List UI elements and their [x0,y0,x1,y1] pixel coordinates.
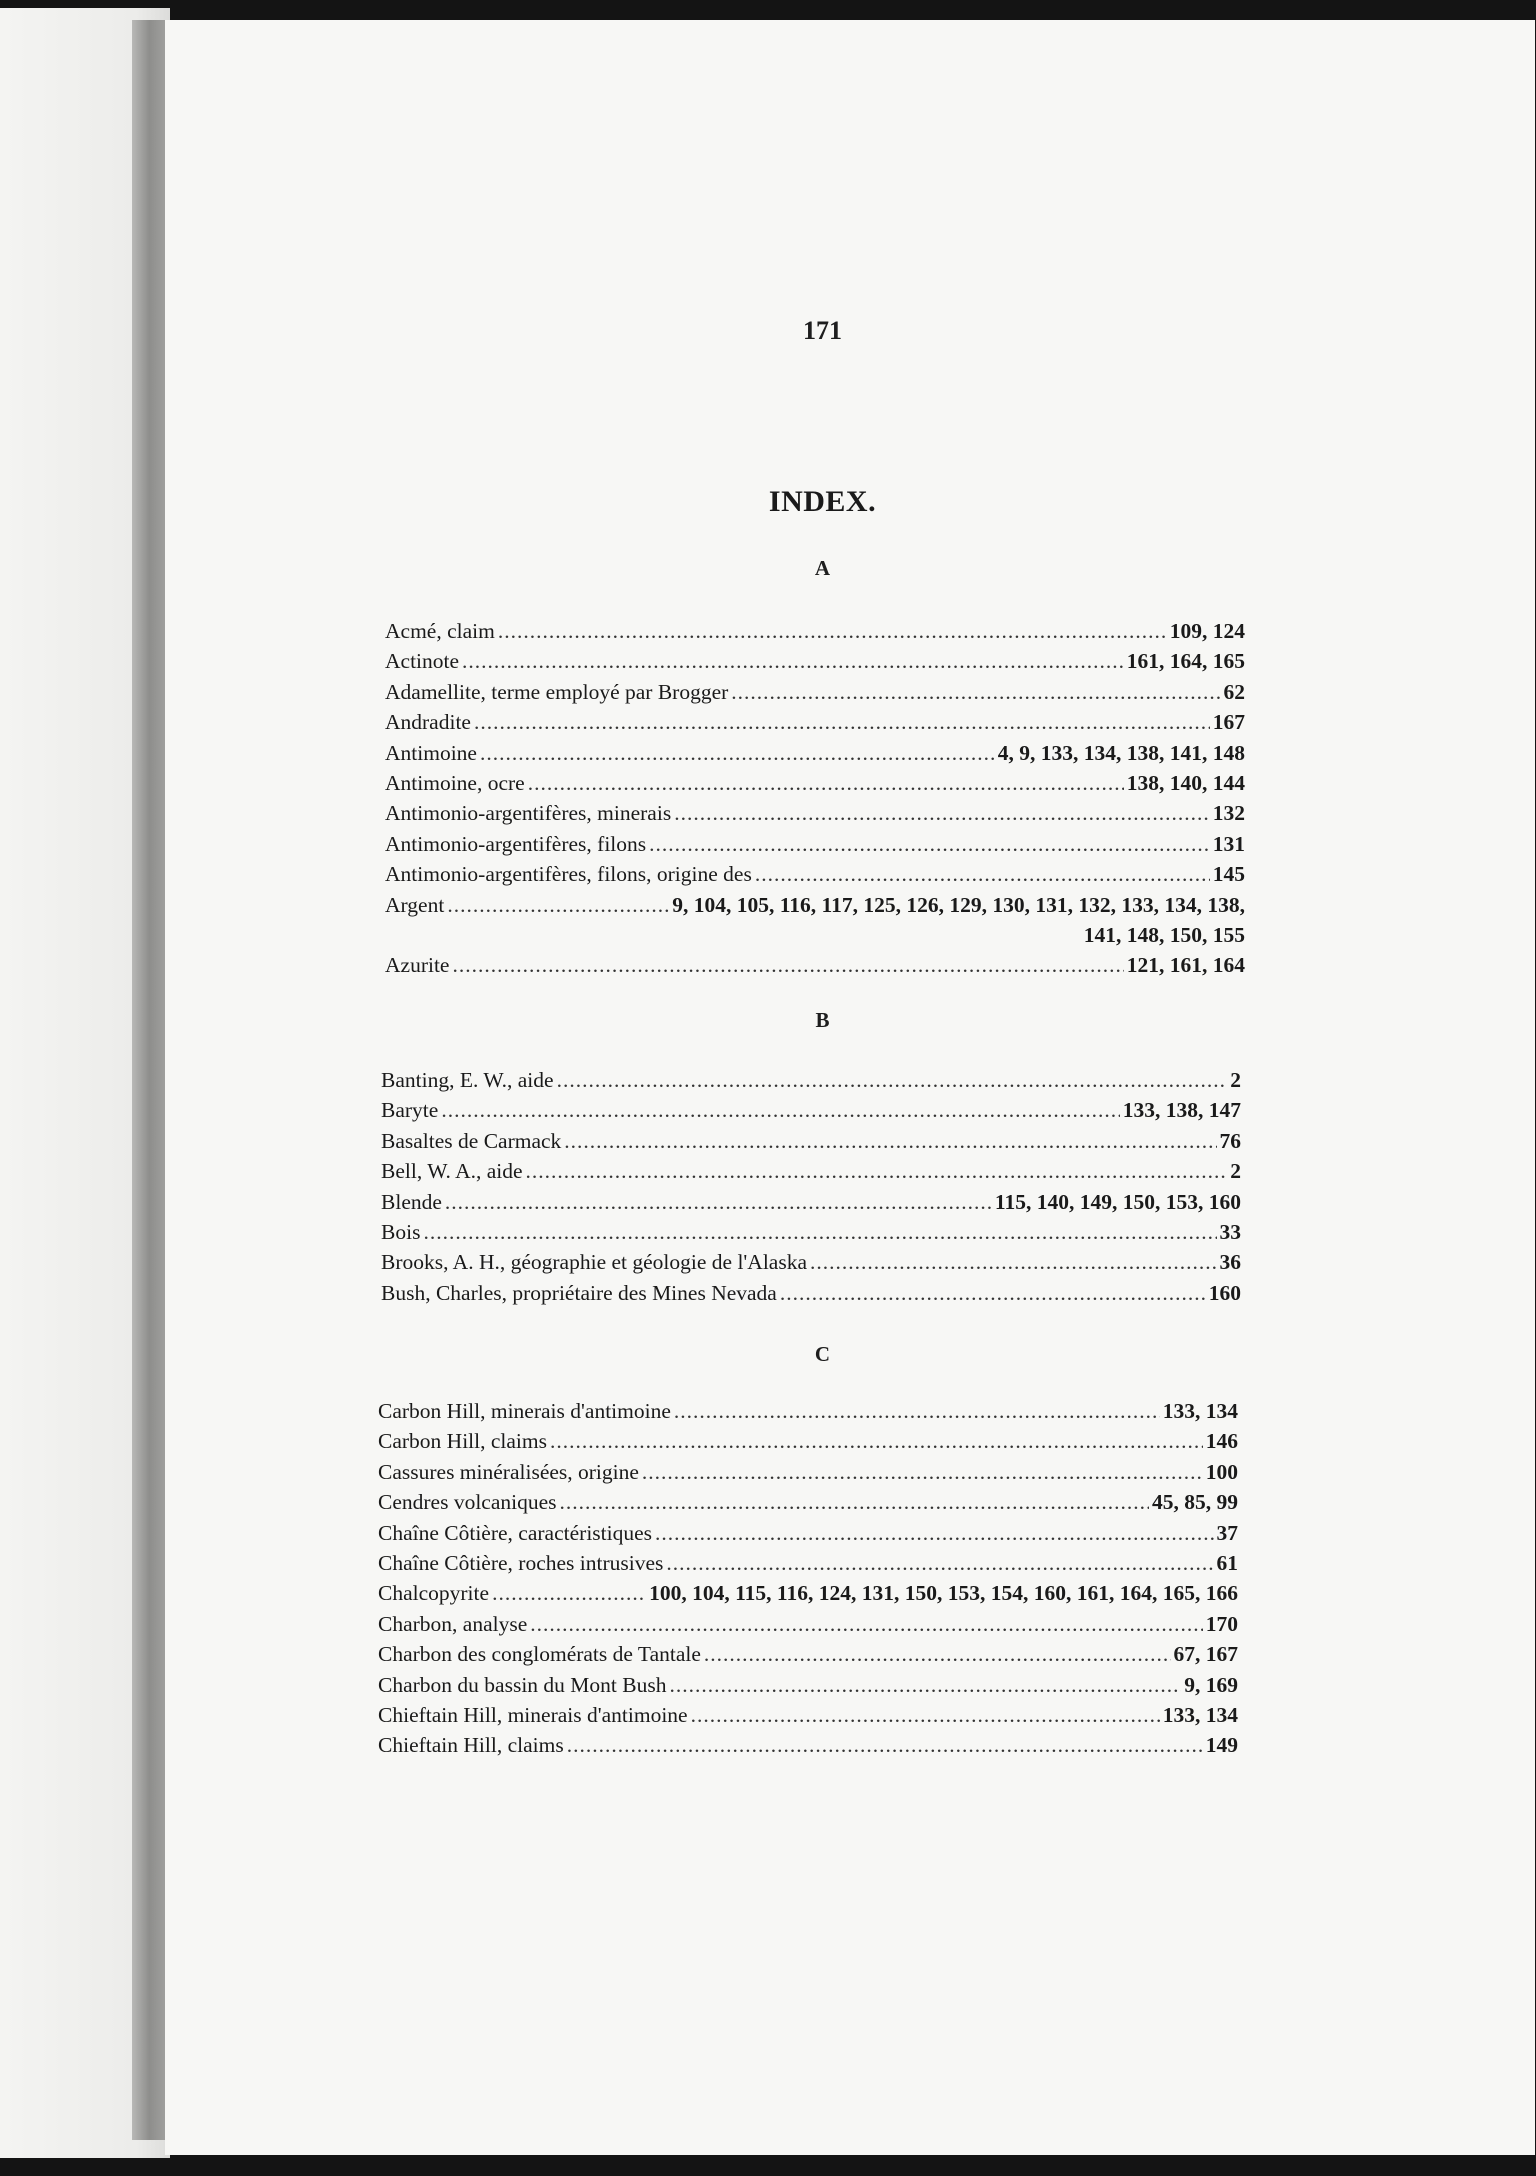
entry-term: Adamellite, terme employé par Brogger [385,679,729,704]
index-entry [385,798,1245,828]
dot-leader [674,798,1210,828]
entry-pages: 33 [1219,1220,1241,1245]
dot-leader [669,1670,1181,1700]
dot-leader [810,1247,1216,1277]
entry-term: Chaîne Côtière, roches intrusives [378,1551,664,1576]
index-entry [385,646,1245,676]
entry-term: Antimoine [385,740,477,765]
entry-pages: 45, 85, 99 [1152,1490,1238,1515]
entry-pages: 133, 134 [1162,1703,1238,1728]
dot-leader [666,1548,1213,1578]
section-letter-a: A [814,556,831,580]
dot-leader [474,707,1210,737]
entry-term: Bois [381,1220,421,1245]
entry-pages: 170 [1205,1611,1238,1636]
entry-pages: 4, 9, 133, 134, 138, 141, 148 [997,740,1245,765]
index-entry [378,1518,1238,1548]
dot-leader [528,768,1124,798]
entry-term: Basaltes de Carmack [381,1128,562,1153]
dot-leader [780,1278,1206,1308]
entry-pages: 115, 140, 149, 150, 153, 160 [994,1189,1241,1214]
entry-pages: 9, 169 [1184,1672,1238,1697]
entry-pages: 133, 134 [1162,1399,1238,1423]
dot-leader [445,1187,992,1217]
entry-term: Charbon des conglomérats de Tantale [378,1642,701,1667]
entry-term: Cassures minéralisées, origine [378,1459,639,1484]
entry-pages-continuation: 141, 148, 150, 155 [1083,923,1245,948]
index-entry [378,1578,1238,1608]
entry-term: Antimonio-argentifères, filons [385,831,647,856]
entry-pages: 2 [1230,1159,1241,1184]
entry-term: Charbon du bassin du Mont Bush [378,1672,667,1697]
entry-term: Argent [385,892,445,917]
index-entry [378,1396,1238,1426]
entry-term: Charbon, analyse [378,1611,528,1636]
dot-leader [550,1426,1203,1456]
entry-term: Andradite [385,710,471,735]
entry-term: Chalcopyrite [378,1581,490,1606]
index-entry [378,1457,1238,1487]
section-letter-c: C [814,1342,831,1366]
entry-term: Azurite [385,953,450,978]
entry-term: Banting, E. W., aide [381,1068,554,1092]
dot-leader [755,859,1210,889]
dot-leader [498,616,1167,646]
index-entry [381,1187,1241,1217]
index-entry [385,738,1245,768]
entry-pages: 100 [1205,1459,1238,1484]
index-entry [381,1278,1241,1308]
entry-pages: 133, 138, 147 [1122,1098,1241,1123]
dot-leader [560,1487,1149,1517]
entry-pages: 145 [1212,862,1245,887]
entry-pages: 61 [1216,1551,1238,1576]
dot-leader [447,890,669,920]
entry-pages: 9, 104, 105, 116, 117, 125, 126, 129, 130, 131, 132, 133, 134, 138, [672,892,1245,917]
entry-term: Antimonio-argentifères, filons, origine des [385,862,752,887]
entry-pages: 160 [1208,1280,1241,1305]
index-entry [385,616,1245,646]
entry-pages: 100, 104, 115, 116, 124, 131, 150, 153, 154, 160, 161, 164, 165, 166 [649,1581,1238,1606]
dot-leader [731,677,1220,707]
index-entry [378,1730,1238,1760]
index-entry [378,1609,1238,1639]
entry-pages: 109, 124 [1169,619,1245,643]
dot-leader [452,950,1123,980]
index-entry [378,1426,1238,1456]
index-page [165,20,1535,2155]
index-entry [381,1126,1241,1156]
index-entry [381,1156,1241,1186]
dot-leader [674,1396,1160,1426]
dot-leader [423,1217,1216,1247]
entry-pages: 131 [1212,831,1245,856]
dot-leader [530,1609,1202,1639]
entry-term: Cendres volcaniques [378,1490,557,1515]
dot-leader [649,829,1210,859]
index-entry [385,950,1245,980]
entry-term: Chieftain Hill, minerais d'antimoine [378,1703,688,1728]
dot-leader [564,1126,1216,1156]
dot-leader [441,1095,1119,1125]
index-entry [381,1247,1241,1277]
entry-pages: 36 [1219,1250,1241,1275]
index-entry [381,1095,1241,1125]
entry-term: Bell, W. A., aide [381,1159,523,1184]
entry-pages: 132 [1212,801,1245,826]
index-entry [385,829,1245,859]
entry-term: Bush, Charles, propriétaire des Mines Nevada [381,1280,777,1305]
index-entry [378,1670,1238,1700]
dot-leader [462,646,1124,676]
dot-leader [492,1578,646,1608]
dot-leader [642,1457,1203,1487]
dot-leader [557,1065,1228,1095]
section-a-entries [385,616,1245,981]
dot-leader [480,738,995,768]
entry-pages: 62 [1223,679,1245,704]
index-entry [378,1548,1238,1578]
entry-term: Baryte [381,1098,439,1123]
entry-term: Acmé, claim [385,619,495,643]
section-letter-b: B [815,1008,830,1032]
entry-term: Blende [381,1189,442,1214]
index-entry [381,1217,1241,1247]
index-entry [385,677,1245,707]
entry-term: Antimoine, ocre [385,771,525,796]
index-entry [381,1065,1241,1095]
entry-term: Actinote [385,649,460,674]
entry-pages: 2 [1230,1068,1241,1092]
entry-term: Brooks, A. H., géographie et géologie de l'Alaska [381,1250,808,1275]
entry-pages: 146 [1205,1429,1238,1454]
entry-term: Chaîne Côtière, caractéristiques [378,1520,653,1545]
index-entry [385,890,1245,920]
dot-leader [526,1156,1228,1186]
entry-term: Chieftain Hill, claims [378,1733,564,1758]
entry-pages: 37 [1216,1520,1238,1545]
page-number: 171 [803,316,842,345]
index-entry [385,768,1245,798]
dot-leader [567,1730,1203,1760]
entry-pages: 167 [1212,710,1245,735]
index-entry [385,707,1245,737]
entry-pages: 149 [1205,1733,1238,1758]
entry-term: Antimonio-argentifères, minerais [385,801,672,826]
entry-pages: 76 [1219,1128,1241,1153]
index-entry [378,1700,1238,1730]
entry-term: Carbon Hill, minerais d'antimoine [378,1399,671,1423]
entry-pages: 138, 140, 144 [1126,771,1245,796]
section-c-entries [378,1396,1238,1761]
entry-term: Carbon Hill, claims [378,1429,547,1454]
index-title: INDEX. [768,485,877,518]
dot-leader [704,1639,1171,1669]
entry-pages: 161, 164, 165 [1126,649,1245,674]
index-entry [385,859,1245,889]
section-b-entries [381,1065,1241,1308]
dot-leader [691,1700,1160,1730]
index-entry [378,1487,1238,1517]
entry-pages: 121, 161, 164 [1126,953,1245,978]
index-entry [378,1639,1238,1669]
entry-pages: 67, 167 [1173,1642,1238,1667]
dot-leader [655,1518,1213,1548]
